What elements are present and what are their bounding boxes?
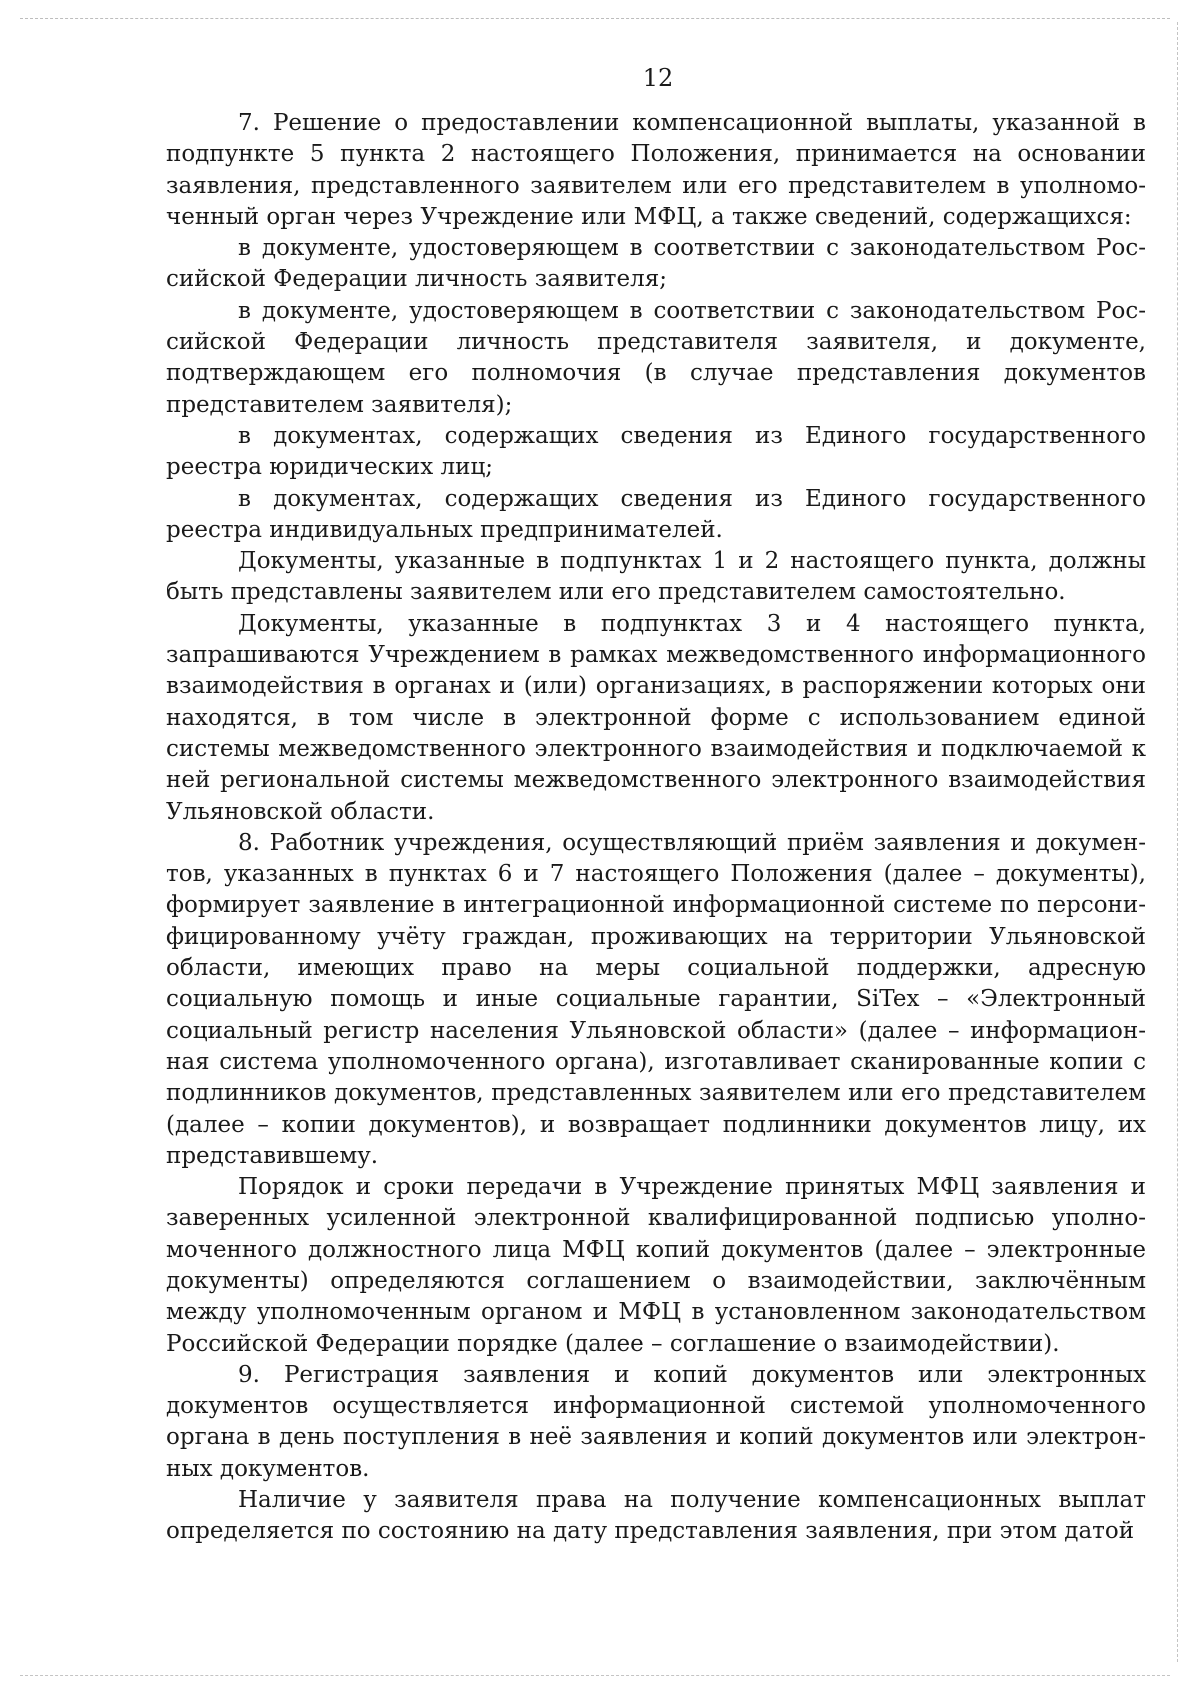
paragraph: в документе, удостоверяющем в соответствии с законодательством Российской Федерации личность заявителя;: [166, 235, 1146, 293]
paragraph: Порядок и сроки передачи в Учреждение принятых МФЦ заявления и заверенных усиленной электронной квалифицированной подписью уполномоченного должностного лица МФЦ копий документов (далее – электронные документы) определяются соглашением о взаимодействии, заключённым между уполномоченным органом и МФЦ в установленном законодательством Российской Федерации порядке (далее – соглашение о взаимодействии).: [166, 1174, 1146, 1357]
paragraph: Документы, указанные в подпунктах 1 и 2 настоящего пункта, должны быть представлены заявителем или его представителем самостоятельно.: [166, 548, 1146, 606]
paragraph: Наличие у заявителя права на получение компенсационных выплат определяется по состоянию на дату представления заявления, при этом датой: [166, 1487, 1146, 1545]
paragraph: Документы, указанные в подпунктах 3 и 4 настоящего пункта, запрашиваются Учреждением в рамках межведомственного информационного взаимодействия в органах и (или) организациях, в распоряжении которых они находятся, в том числе в электронной форме с использованием единой системы межведомственного электронного взаимодействия и подключаемой к ней региональной системы межведомственного электронного взаимодействия Ульяновской области.: [166, 610, 1146, 825]
paragraph: в документах, содержащих сведения из Единого государственного реестра юридических лиц;: [166, 422, 1146, 481]
paragraph: в документе, удостоверяющем в соответствии с законодательством Российской Федерации личность представителя заявителя, и документе, подтверждающем его полномочия (в случае представления документов представителем заявителя);: [166, 297, 1146, 418]
page-number: 12: [642, 64, 674, 92]
paragraph: в документах, содержащих сведения из Единого государственного реестра индивидуальных предпринимателей.: [166, 485, 1146, 543]
scan-edge-top: [20, 18, 1170, 19]
paragraph: 7. Решение о предоставлении компенсационной выплаты, указанной в подпункте 5 пункта 2 настоящего Положения, принимается на основании заявления, представленного заявителем или его представителем в уполномоченный орган через Учреждение или МФЦ, а также сведений, содержащихся:: [166, 110, 1146, 230]
paragraph: 9. Регистрация заявления и копий документов или электронных документов осуществляется информационной системой уполномоченного органа в день поступления в неё заявления и копий документов или электронных документов.: [166, 1361, 1146, 1482]
scan-edge-right: [1177, 22, 1178, 1662]
paragraph: 8. Работник учреждения, осуществляющий приём заявления и документов, указанных в пунктах 6 и 7 настоящего Положения (далее – документы), формирует заявление в интеграционной информационной системе по персонифицированному учёту граждан, проживающих на территории Ульяновской области, имеющих право на меры социальной поддержки, адресную социальную помощь и иные социальные гарантии, SiTex – «Электронный социальный регистр населения Ульяновской области» (далее – информационная система уполномоченного органа), изготавливает сканированные копии с подлинников документов, представленных заявителем или его представителем (далее – копии документов), и возвращает подлинники документов лицу, их представившему.: [166, 829, 1146, 1169]
scan-edge-bottom: [20, 1675, 1170, 1676]
document-body: [166, 108, 1146, 1548]
